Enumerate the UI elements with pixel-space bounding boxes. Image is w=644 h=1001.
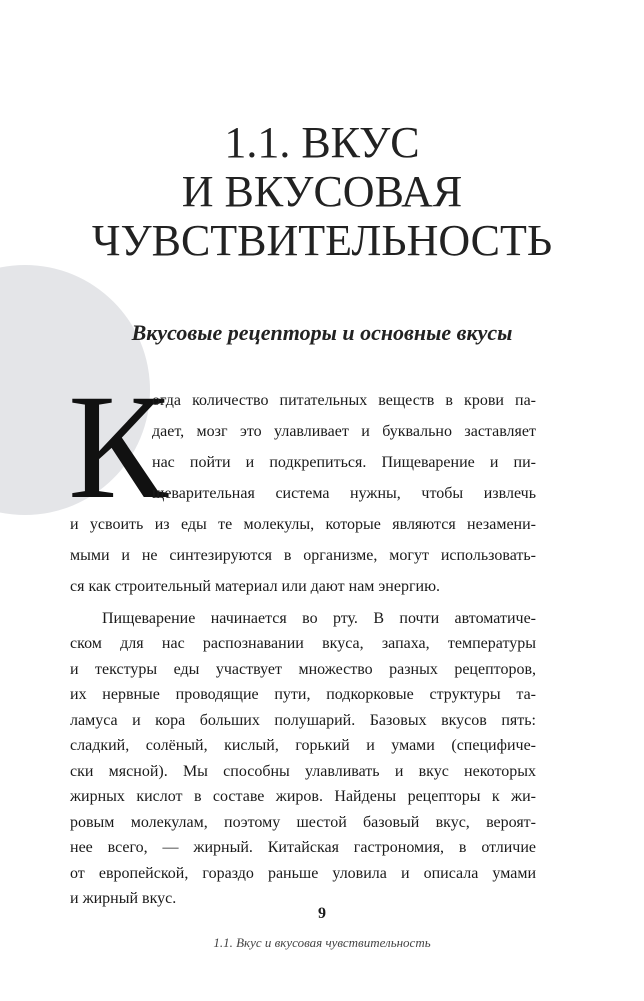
title-line: 1.1. ВКУС: [224, 118, 420, 167]
body-line: сладкий, солёный, кислый, горький и умами (специфиче-: [70, 737, 536, 754]
body-line: ламуса и кора больших полушарий. Базовых вкусов пять:: [70, 712, 536, 729]
page-number: 9: [318, 905, 326, 922]
body-line: и текстуры еды участвует множество разных рецепторов,: [70, 661, 536, 678]
chapter-title: [0, 118, 644, 265]
body-line: ся как строительный материал или дают нам энергию.: [70, 578, 441, 595]
running-footer: 1.1. Вкус и вкусовая чувствительность: [213, 935, 431, 950]
drop-cap: К: [68, 364, 169, 530]
body-line: ровым молекулам, поэтому шестой базовый вкус, вероят-: [70, 814, 536, 831]
body-line: щеварительная система нужны, чтобы извлечь: [152, 485, 536, 502]
body-line: ски мясной). Мы способны улавливать и вкус некоторых: [70, 763, 536, 780]
body-line: дает, мозг это улавливает и буквально заставляет: [152, 423, 536, 440]
body-line: жирных кислот в составе жиров. Найдены рецепторы к жи-: [70, 788, 536, 805]
body-line: и усвоить из еды те молекулы, которые являются незамени-: [70, 516, 536, 533]
body-line: мыми и не синтезируются в организме, могут использовать-: [70, 547, 536, 564]
section-subtitle: Вкусовые рецепторы и основные вкусы: [131, 320, 513, 345]
title-line: ЧУВСТВИТЕЛЬНОСТЬ: [91, 216, 553, 265]
body-line: их нервные проводящие пути, подкорковые структуры та-: [70, 686, 536, 703]
body-line: и жирный вкус.: [70, 890, 177, 907]
title-line: И ВКУСОВАЯ: [181, 167, 463, 216]
body-line: ском для нас распознавании вкуса, запаха, температуры: [70, 635, 536, 652]
body-line: нас пойти и подкрепиться. Пищеварение и пи-: [152, 454, 536, 471]
body-line: от европейской, гораздо раньше уловила и описала умами: [70, 865, 536, 882]
body-line: нее всего, — жирный. Китайская гастрономия, в отличие: [70, 839, 536, 856]
body-line: Пищеварение начинается во рту. В почти автоматиче-: [102, 610, 536, 627]
body-line: огда количество питательных веществ в крови па-: [152, 392, 536, 409]
